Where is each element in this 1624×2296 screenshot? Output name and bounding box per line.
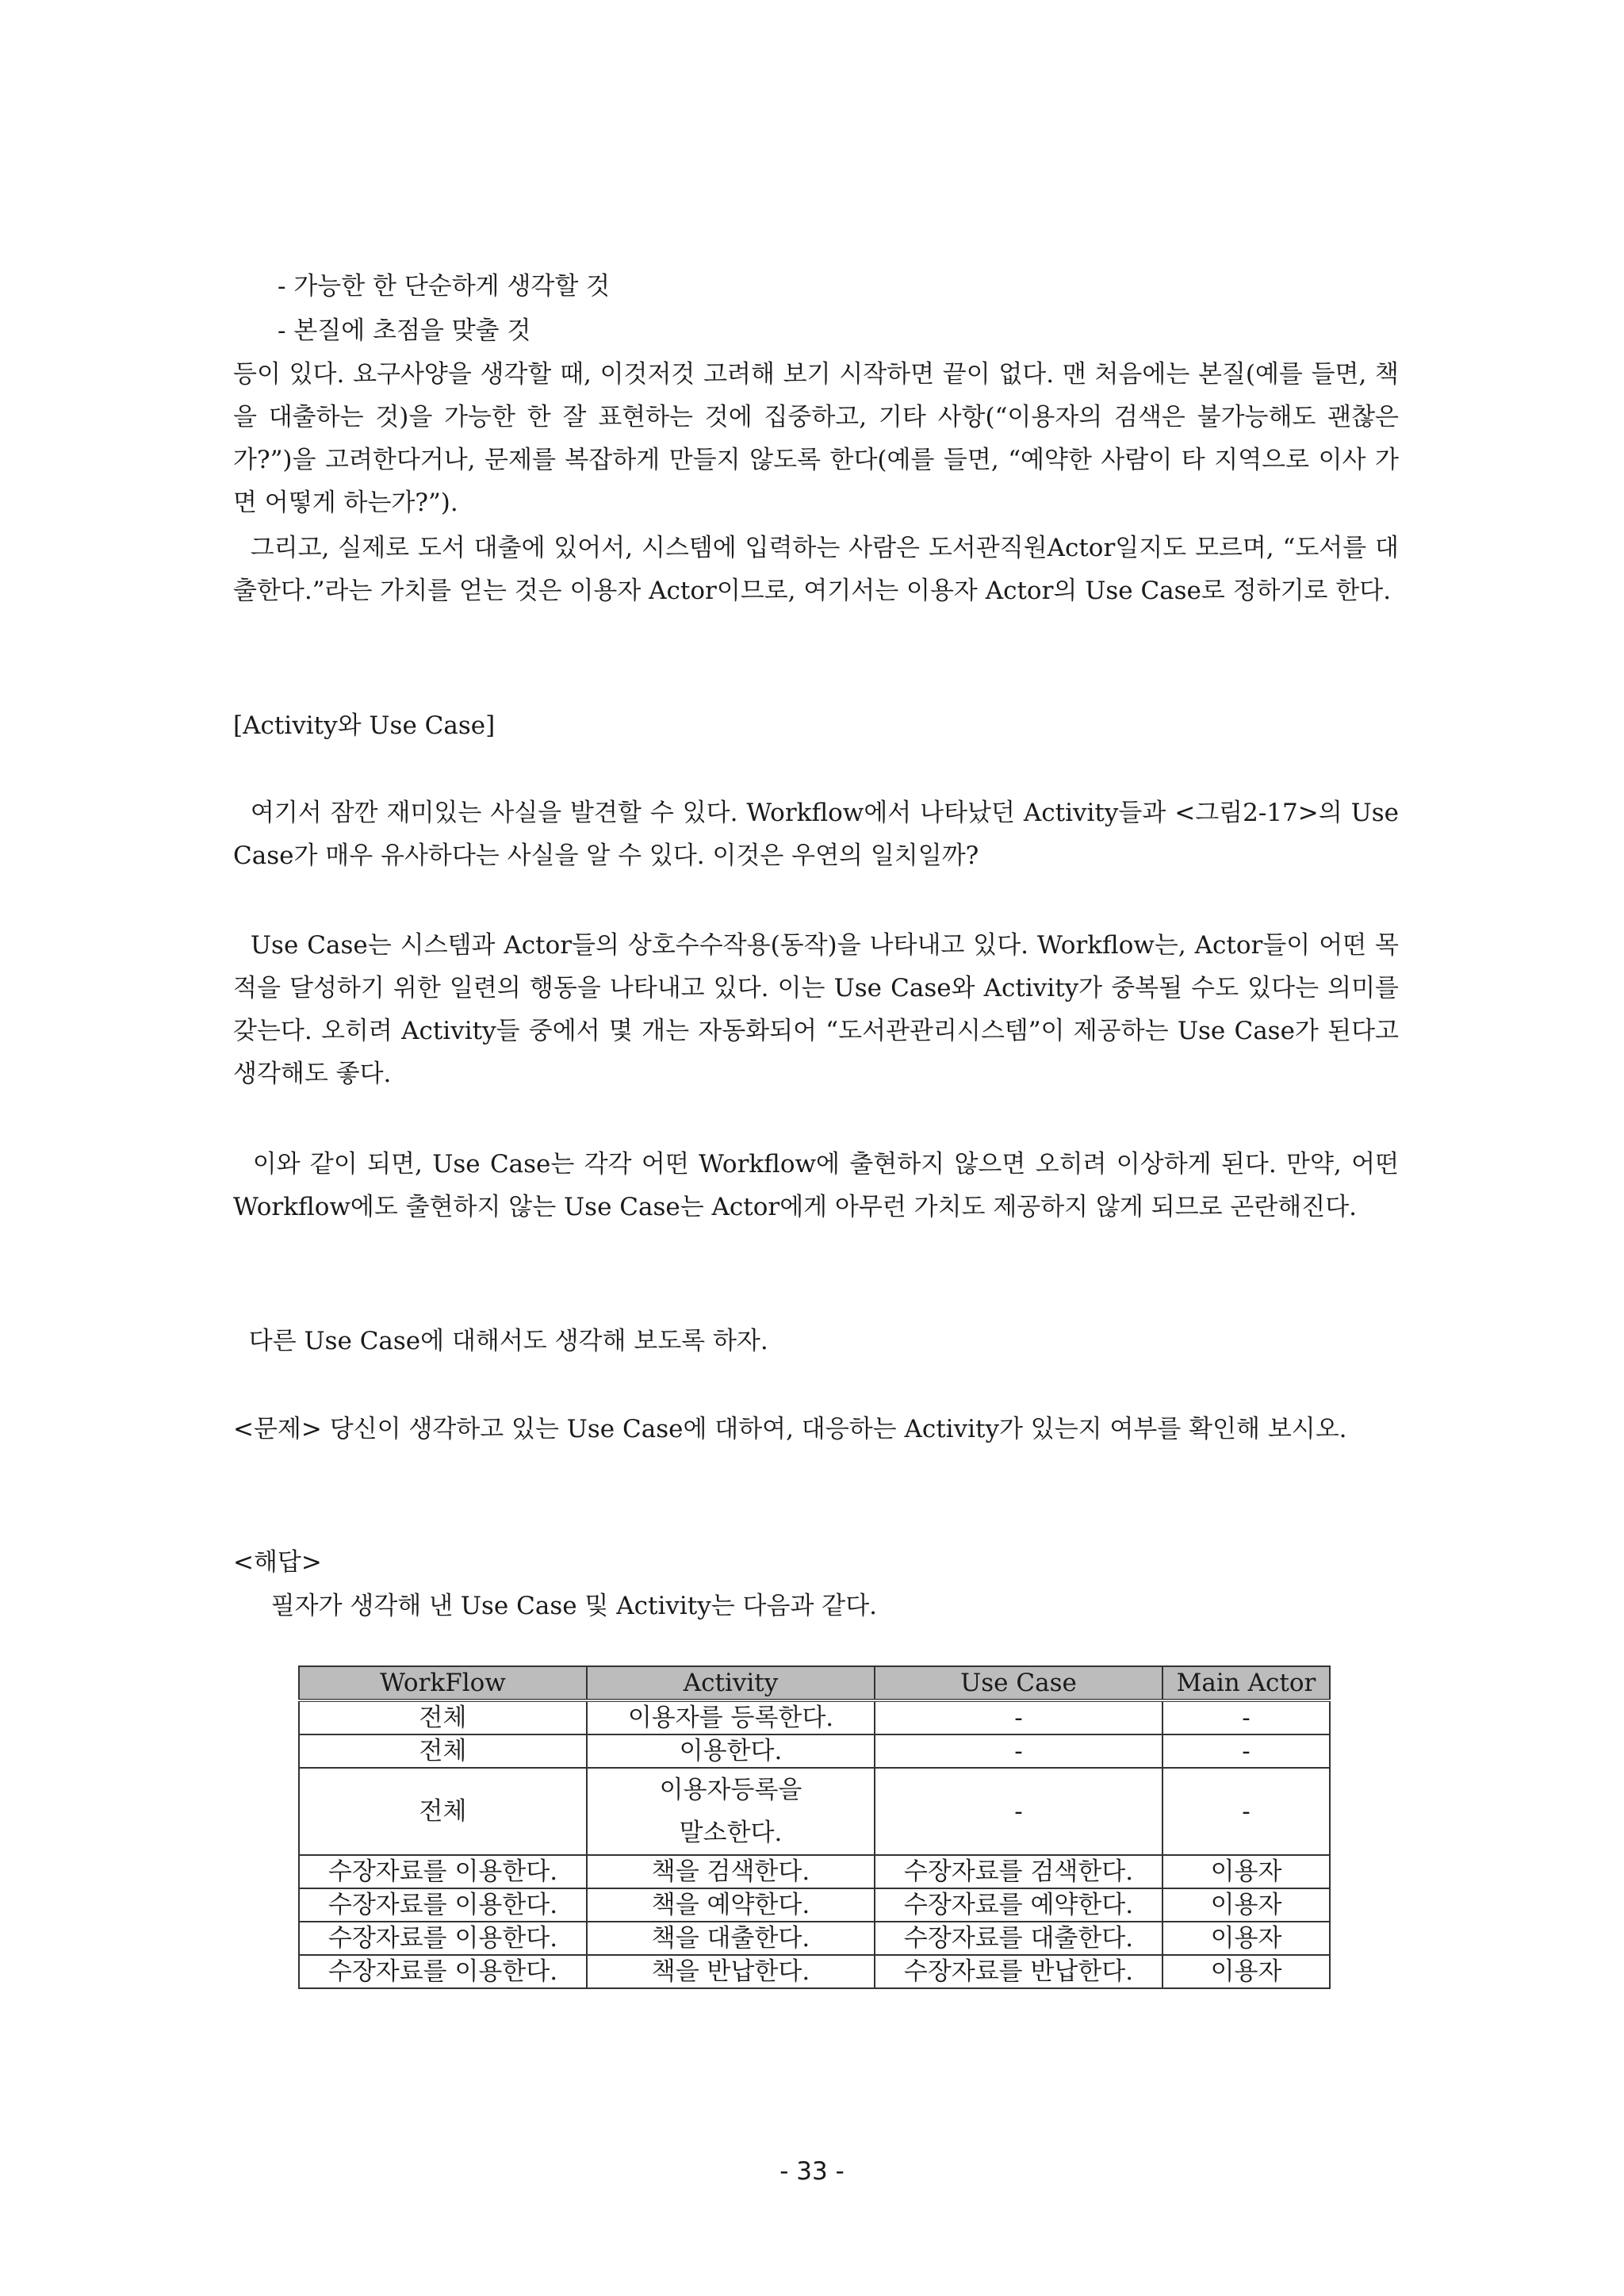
header-workflow: WorkFlow	[299, 1666, 587, 1700]
usecase-activity-table	[298, 1665, 1331, 1989]
cell-main-actor: -	[1162, 1700, 1330, 1734]
cell-main-actor: 이용자	[1162, 1955, 1330, 1988]
cell-workflow: 전체	[299, 1700, 587, 1734]
section-title: [Activity와 Use Case]	[233, 711, 496, 740]
cell-use-case: -	[875, 1700, 1162, 1734]
bullet-essence: - 본질에 초점을 맞출 것	[278, 316, 531, 345]
cell-use-case: 수장자료를 대출한다.	[875, 1922, 1162, 1955]
cell-workflow: 수장자료를 이용한다.	[299, 1888, 587, 1922]
table-row	[299, 1734, 1330, 1768]
table-row	[299, 1768, 1330, 1855]
header-activity: Activity	[587, 1666, 875, 1700]
cell-main-actor: 이용자	[1162, 1888, 1330, 1922]
cell-use-case: 수장자료를 예약한다.	[875, 1888, 1162, 1922]
paragraph-question: <문제> 당신이 생각하고 있는 Use Case에 대하여, 대응하는 Activity가 있는지 여부를 확인해 보시오.	[233, 1415, 1347, 1443]
table-row	[299, 1955, 1330, 1988]
table-row	[299, 1888, 1330, 1922]
cell-use-case: 수장자료를 반납한다.	[875, 1955, 1162, 1988]
cell-activity: 책을 예약한다.	[587, 1888, 875, 1922]
page-number: - 33 -	[779, 2157, 845, 2186]
bullet-simple: - 가능한 한 단순하게 생각할 것	[278, 272, 611, 301]
cell-main-actor: 이용자	[1162, 1855, 1330, 1888]
cell-workflow: 수장자료를 이용한다.	[299, 1922, 587, 1955]
cell-activity: 이용한다.	[587, 1734, 875, 1768]
cell-main-actor: -	[1162, 1768, 1330, 1855]
cell-activity: 책을 반납한다.	[587, 1955, 875, 1988]
cell-workflow: 수장자료를 이용한다.	[299, 1955, 587, 1988]
paragraph-usecase-workflow: Use Case는 시스템과 Actor들의 상호수수작용(동작)을 나타내고 있다. Workflow는, Actor들이 어떤 목적을 달성하기 위한 일련의 행동을 나타내고 있다. 이는 Use Case와 Activity가 중복될 수도 있다는 의미를 갖는다. 오히려 Activity들 중에서 몇 개는 자동화되어 “도서관관리시스템”이 제공하는 Use Case가 된다고 생각해도 좋다.	[233, 931, 1407, 1088]
cell-activity: 책을 대출한다.	[587, 1922, 875, 1955]
table-row	[299, 1855, 1330, 1888]
cell-activity: 이용자를 등록한다.	[587, 1700, 875, 1734]
cell-main-actor: -	[1162, 1734, 1330, 1768]
paragraph-consequence: 이와 같이 되면, Use Case는 각각 어떤 Workflow에 출현하지 않으면 오히려 이상하게 된다. 만약, 어떤 Workflow에도 출현하지 않는 Use Case는 Actor에게 아무런 가치도 제공하지 않게 되므로 곤란해진다.	[233, 1150, 1407, 1221]
table-header-row	[299, 1666, 1330, 1700]
table-row	[299, 1700, 1330, 1734]
table-row	[299, 1922, 1330, 1955]
cell-use-case: -	[875, 1768, 1162, 1855]
cell-use-case: -	[875, 1734, 1162, 1768]
cell-main-actor: 이용자	[1162, 1922, 1330, 1955]
cell-workflow: 전체	[299, 1734, 587, 1768]
cell-use-case: 수장자료를 검색한다.	[875, 1855, 1162, 1888]
header-use-case: Use Case	[875, 1666, 1162, 1700]
cell-activity: 책을 검색한다.	[587, 1855, 875, 1888]
paragraph-other-usecases: 다른 Use Case에 대해서도 생각해 보도록 하자.	[233, 1327, 768, 1355]
cell-workflow: 전체	[299, 1768, 587, 1855]
paragraph-requirements: 등이 있다. 요구사양을 생각할 때, 이것저것 고려해 보기 시작하면 끝이 없다. 맨 처음에는 본질(예를 들면, 책을 대출하는 것)을 가능한 한 잘 표현하는 것에 집중하고, 기타 사항(“이용자의 검색은 불가능해도 괜찮은가?”)을 고려한다거나, 문제를 복잡하게 만들지 않도록 한다(예를 들면, “예약한 사람이 타 지역으로 이사 가면 어떻게 하는가?”).	[233, 360, 1399, 517]
answer-intro: 필자가 생각해 낸 Use Case 및 Activity는 다음과 같다.	[255, 1592, 877, 1620]
paragraph-actor: 그리고, 실제로 도서 대출에 있어서, 시스템에 입력하는 사람은 도서관직원Actor일지도 모르며, “도서를 대출한다.”라는 가치를 얻는 것은 이용자 Actor이므로, 여기서는 이용자 Actor의 Use Case로 정하기로 한다.	[233, 534, 1399, 605]
header-main-actor: Main Actor	[1162, 1666, 1330, 1700]
answer-label: <해답>	[233, 1548, 322, 1577]
paragraph-discovery: 여기서 잠깐 재미있는 사실을 발견할 수 있다. Workflow에서 나타났던 Activity들과 <그림2-17>의 Use Case가 매우 유사하다는 사실을 알 수 있다. 이것은 우연의 일치일까?	[233, 799, 1407, 870]
cell-activity: 이용자등록을 말소한다.	[587, 1768, 875, 1855]
cell-workflow: 수장자료를 이용한다.	[299, 1855, 587, 1888]
